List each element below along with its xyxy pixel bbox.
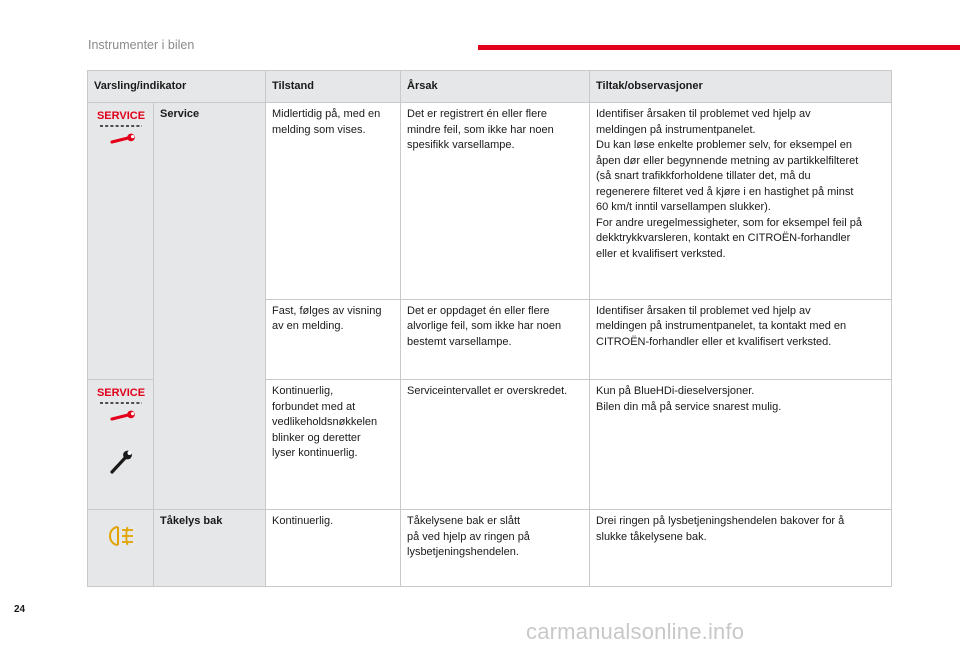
fog-icon-cell: [88, 510, 154, 587]
table-row: [88, 510, 892, 587]
table-row: [88, 103, 892, 300]
action-line: meldingen på instrumentpanelet.: [596, 123, 756, 136]
action-line: Kun på BlueHDi-dieselversjoner.: [596, 385, 755, 398]
action-line: åpen dør eller begynnende metning av partikkelfilteret: [596, 154, 859, 167]
state-cell: Kontinuerlig.: [266, 510, 401, 587]
action-line: slukke tåkelysene bak.: [596, 530, 707, 543]
state-cell: Midlertidig på, med en melding som vises.: [266, 103, 401, 300]
page-number: 24: [14, 604, 26, 615]
cause-line: lysbetjeningshendelen.: [407, 546, 519, 559]
state-line: blinker og deretter: [272, 431, 361, 444]
service-icon-text: SERVICE: [96, 387, 145, 400]
watermark: carmanualsonline.info: [526, 619, 745, 644]
cause-cell: Det er registrert én eller flere mindre feil, som ikke har noen spesifikk varsellampe.: [401, 103, 590, 300]
action-line: dekktrykkvarsleren, kontakt en CITROËN-forhandler: [596, 232, 851, 244]
maintenance-wrench-icon: [107, 446, 135, 476]
action-line: CITROËN-forhandler eller et kvalifisert verksted.: [596, 335, 832, 348]
state-line: vedlikeholdsnøkkelen: [272, 416, 378, 429]
rear-fog-lamp-icon: [106, 524, 136, 548]
cause-line: på ved hjelp av ringen på: [407, 530, 530, 543]
column-header-state: Tilstand: [266, 71, 401, 103]
action-line: Identifiser årsaken til problemet ved hjelp av: [596, 304, 811, 317]
cause-cell: Serviceintervallet er overskredet.: [401, 380, 590, 510]
service-wrench-icon: [97, 107, 145, 151]
state-line: forbundet med at: [272, 400, 356, 413]
cause-cell: Det er oppdaget én eller flere alvorlige feil, som ikke har noen bestemt varsellampe.: [401, 299, 590, 380]
service-icon-text: SERVICE: [96, 110, 145, 122]
section-accent-bar: [478, 45, 960, 50]
action-line: 60 km/t inntil varsellampen slukker).: [596, 201, 771, 213]
state-cell: Fast, følges av visning av en melding.: [266, 299, 401, 380]
action-line: regenerere filteret ved å kjøre i en hastighet på minst: [596, 185, 854, 198]
action-line: Identifiser årsaken til problemet ved hjelp av: [596, 108, 811, 120]
service-icon-cell: [88, 380, 154, 510]
section-title: Instrumenter i bilen: [88, 38, 195, 52]
state-line: Kontinuerlig,: [272, 385, 334, 398]
action-line: (så snart trafikkforholdene tillater det, må du: [596, 170, 811, 182]
service-wrench-icon: [97, 384, 145, 428]
action-line: Bilen din må på service snarest mulig.: [596, 400, 782, 413]
column-header-action: Tiltak/observasjoner: [590, 71, 892, 103]
action-line: For andre uregelmessigheter, som for eksempel feil på: [596, 216, 862, 229]
column-header-cause: Årsak: [401, 71, 590, 103]
fog-state-cell: Tåkelys bak: [154, 510, 266, 587]
action-cell: [590, 380, 892, 510]
action-line: meldingen på instrumentpanelet, ta kontakt med en: [596, 320, 847, 333]
warning-table: [87, 70, 892, 587]
cause-cell: [401, 510, 590, 587]
service-state-cell: Service: [154, 103, 266, 510]
column-header-indicator: Varsling/indikator: [88, 71, 266, 103]
cause-line: Tåkelysene bak er slått: [407, 515, 521, 528]
action-line: Drei ringen på lysbetjeningshendelen bakover for å: [596, 515, 845, 528]
state-cell: [266, 380, 401, 510]
service-icon-cell: [88, 103, 154, 380]
action-line: Du kan løse enkelte problemer selv, for eksempel en: [596, 139, 852, 151]
state-line: lyser kontinuerlig.: [272, 447, 358, 460]
action-cell: [590, 299, 892, 380]
action-cell: [590, 510, 892, 587]
action-line: eller et kvalifisert verksted.: [596, 247, 726, 260]
action-cell: [590, 103, 892, 300]
table-header-row: [88, 71, 892, 103]
